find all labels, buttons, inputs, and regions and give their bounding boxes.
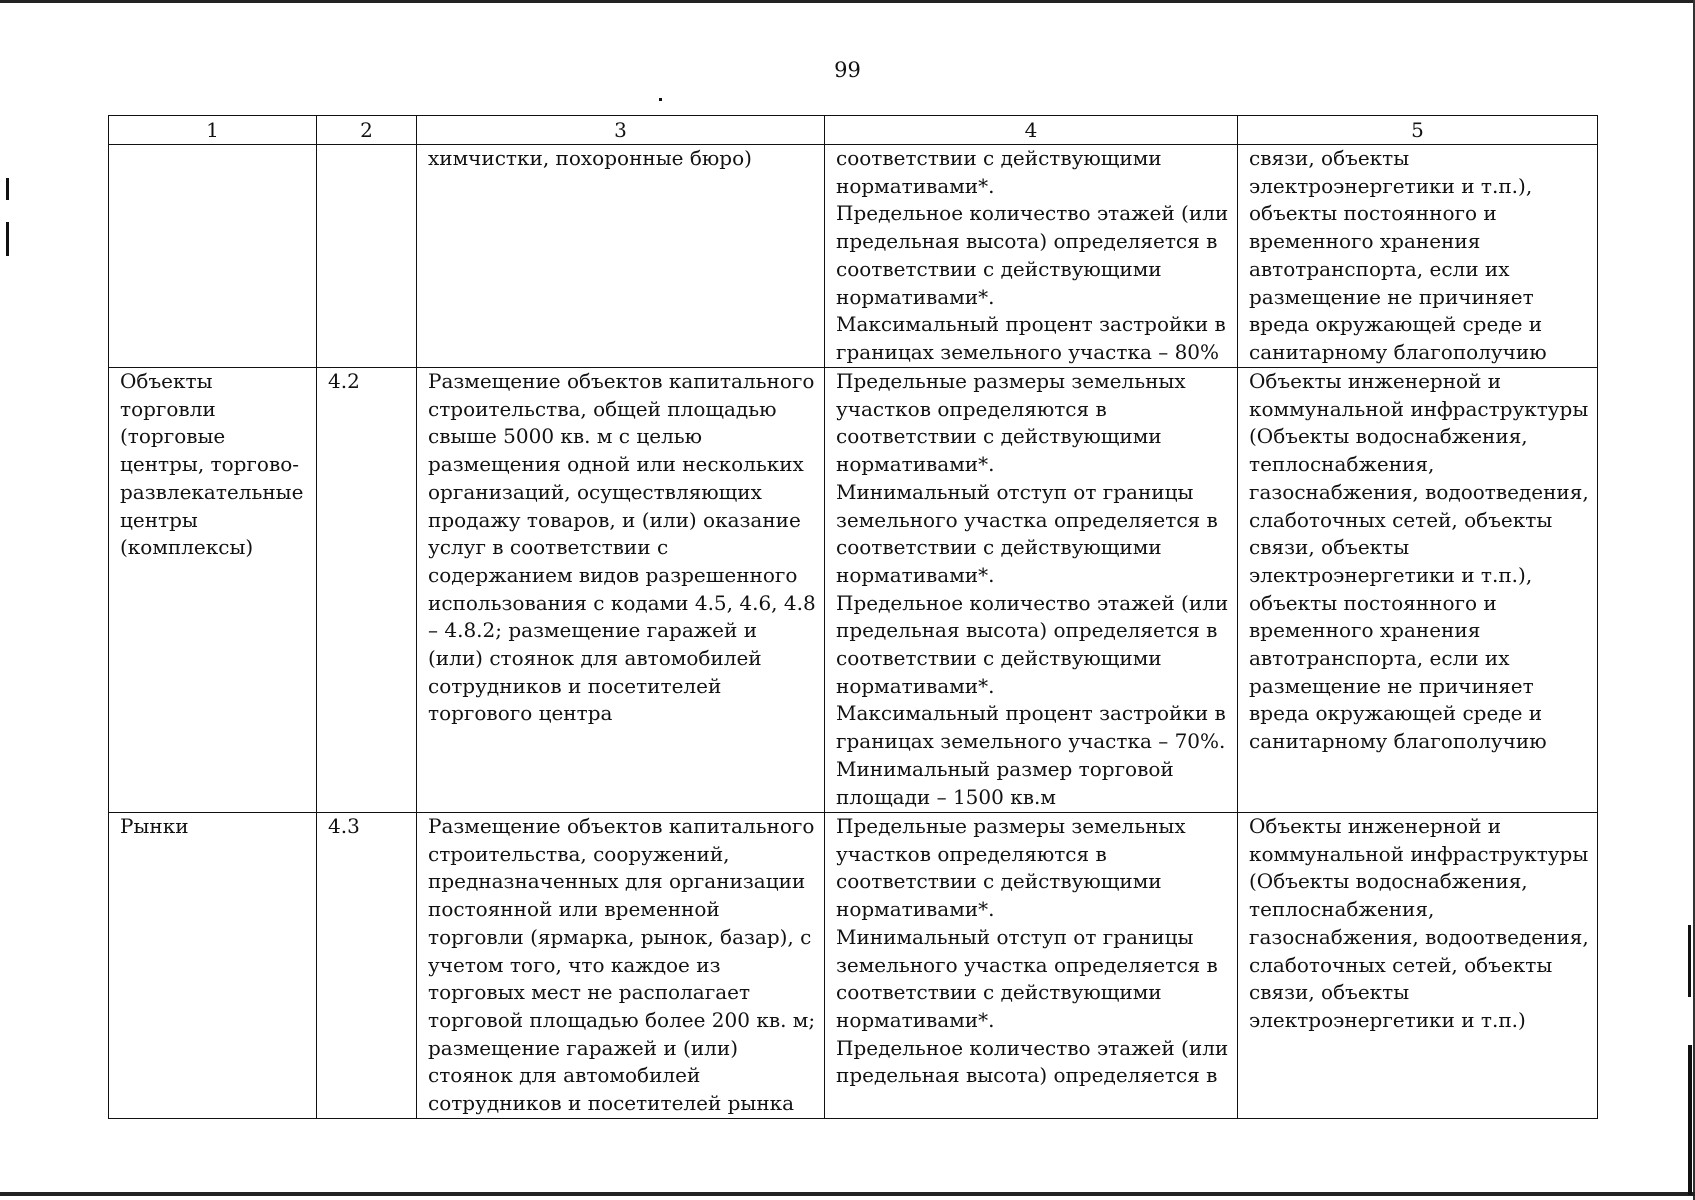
cell-description: химчистки, похоронные бюро) <box>417 145 825 368</box>
scan-mark-left-1 <box>6 178 9 200</box>
cell-parameters: соответствии с действующими нормативами*. Предельное количество этажей (или предельная высота) определяется в соответствии с действующими нормативами*. Максимальный процент застройки в границах земельного участка – 80% <box>825 145 1238 368</box>
column-header-5: 5 <box>1238 116 1598 145</box>
scan-mark-right-1 <box>1688 925 1691 997</box>
table-row <box>109 368 1598 813</box>
column-header-3: 3 <box>417 116 825 145</box>
cell-name: Объекты торговли (торговые центры, торгово-развлекательные центры (комплексы) <box>109 368 317 813</box>
cell-code: 4.3 <box>317 813 417 1119</box>
cell-auxiliary: Объекты инженерной и коммунальной инфраструктуры (Объекты водоснабжения, теплоснабжения, газоснабжения, водоотведения, слаботочных сетей, объекты связи, объекты электроэнергетики и т.п.) <box>1238 813 1598 1119</box>
cell-auxiliary: связи, объекты электроэнергетики и т.п.), объекты постоянного и временного хранения автотранспорта, если их размещение не причиняет вреда окружающей среде и санитарному благополучию <box>1238 145 1598 368</box>
cell-description: Размещение объектов капитального строительства, общей площадью свыше 5000 кв. м с целью размещения одной или нескольких организаций, осуществляющих продажу товаров, и (или) оказание услуг в соответствии с содержанием видов разрешенного использования с кодами 4.5, 4.6, 4.8 – 4.8.2; размещение гаражей и (или) стоянок для автомобилей сотрудников и посетителей торгового центра <box>417 368 825 813</box>
page-number: 99 <box>834 58 861 82</box>
cell-name: Рынки <box>109 813 317 1119</box>
cell-auxiliary: Объекты инженерной и коммунальной инфраструктуры (Объекты водоснабжения, теплоснабжения, газоснабжения, водоотведения, слаботочных сетей, объекты связи, объекты электроэнергетики и т.п.), объекты постоянного и временного хранения автотранспорта, если их размещение не причиняет вреда окружающей среде и санитарному благополучию <box>1238 368 1598 813</box>
cell-description: Размещение объектов капитального строительства, сооружений, предназначенных для организации постоянной или временной торговли (ярмарка, рынок, базар), с учетом того, что каждое из торговых мест не располагает торговой площадью более 200 кв. м; размещение гаражей и (или) стоянок для автомобилей сотрудников и посетителей рынка <box>417 813 825 1119</box>
column-header-2: 2 <box>317 116 417 145</box>
table-header-row <box>109 116 1598 145</box>
cell-parameters: Предельные размеры земельных участков определяются в соответствии с действующими нормативами*. Минимальный отступ от границы земельного участка определяется в соответствии с действующими нормативами*. Предельное количество этажей (или предельная высота) определяется в соответствии с действующими нормативами*. Максимальный процент застройки в границах земельного участка – 70%. Минимальный размер торговой площади – 1500 кв.м <box>825 368 1238 813</box>
page-edge-bottom <box>0 1192 1695 1196</box>
scan-dot <box>659 98 662 101</box>
cell-name <box>109 145 317 368</box>
cell-parameters: Предельные размеры земельных участков определяются в соответствии с действующими нормативами*. Минимальный отступ от границы земельного участка определяется в соответствии с действующими нормативами*. Предельное количество этажей (или предельная высота) определяется в <box>825 813 1238 1119</box>
table-row <box>109 813 1598 1119</box>
scan-mark-right-2 <box>1688 1045 1692 1195</box>
land-use-table <box>108 115 1598 1119</box>
cell-code <box>317 145 417 368</box>
table-row <box>109 145 1598 368</box>
column-header-4: 4 <box>825 116 1238 145</box>
scan-mark-left-2 <box>6 222 9 256</box>
page-edge-top <box>0 0 1695 3</box>
cell-code: 4.2 <box>317 368 417 813</box>
column-header-1: 1 <box>109 116 317 145</box>
